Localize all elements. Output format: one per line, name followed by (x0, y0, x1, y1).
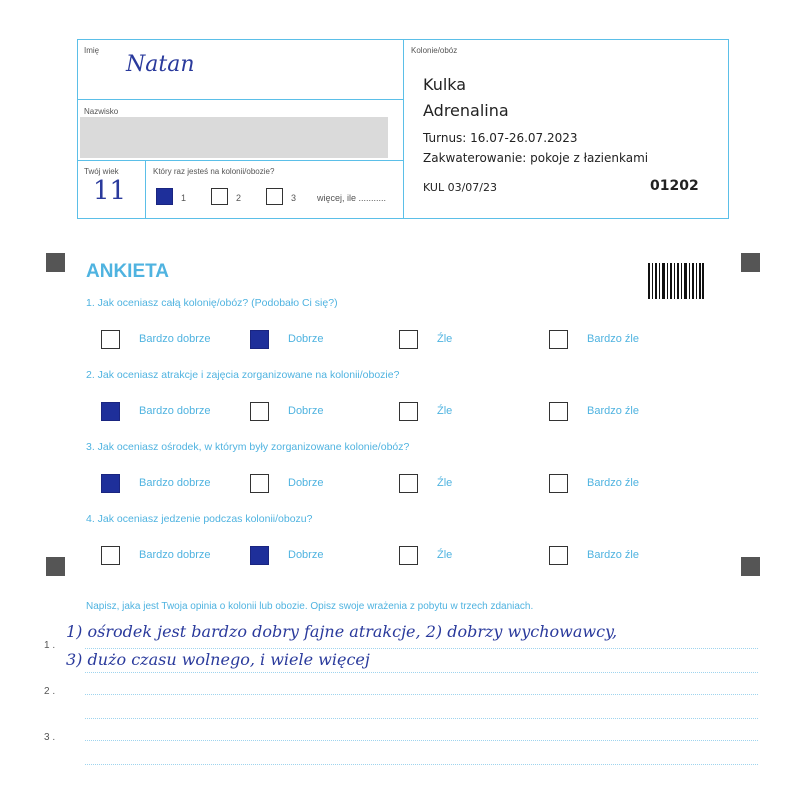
writing-line (85, 694, 758, 695)
q4-option-3-label: Źle (437, 549, 453, 561)
kolonie-label: Kolonie/obóz (411, 46, 458, 55)
writing-line (85, 764, 758, 765)
q2-option-1-label: Bardzo dobrze (139, 405, 211, 417)
writing-line (85, 718, 758, 719)
registration-marker (741, 253, 760, 272)
q4-option-2-label: Dobrze (288, 549, 324, 561)
times-label-2: 2 (236, 193, 242, 203)
wiek-value[interactable]: 11 (93, 176, 127, 206)
line-number-1: 1 . (44, 640, 56, 651)
q4-option-3-checkbox[interactable] (399, 546, 418, 565)
q3-option-1-checkbox[interactable] (101, 474, 120, 493)
camp-code: KUL 03/07/23 (423, 181, 497, 194)
question-2: 2. Jak oceniasz atrakcje i zajęcia zorganizowane na kolonii/obozie? (86, 369, 400, 381)
header-row-divider (77, 99, 403, 100)
q2-option-2-checkbox[interactable] (250, 402, 269, 421)
wiek-label: Twój wiek (84, 167, 119, 176)
redaction-block (80, 117, 388, 158)
q1-option-4-checkbox[interactable] (549, 330, 568, 349)
opinion-prompt: Napisz, jaka jest Twoja opinia o kolonii lub obozie. Opisz swoje wrażenia z pobytu w trzech zdaniach. (86, 601, 534, 612)
q4-option-4-checkbox[interactable] (549, 546, 568, 565)
writing-line (85, 740, 758, 741)
q2-option-2-label: Dobrze (288, 405, 324, 417)
times-label-1: 1 (181, 193, 187, 203)
registration-marker (741, 557, 760, 576)
line-number-3: 3 . (44, 732, 56, 743)
line-number-2: 2 . (44, 686, 56, 697)
q1-option-1-label: Bardzo dobrze (139, 333, 211, 345)
registration-marker (46, 557, 65, 576)
times-label-3: 3 (291, 193, 297, 203)
times-checkbox-1[interactable] (156, 188, 173, 205)
q3-option-4-label: Bardzo źle (587, 477, 639, 489)
handwritten-answer-line-2[interactable]: 3) dużo czasu wolnego, i wiele więcej (66, 650, 370, 669)
zakwaterowanie-text: Zakwaterowanie: pokoje z łazienkami (423, 151, 649, 165)
q2-option-3-label: Źle (437, 405, 453, 417)
wiecej-label: więcej, ile ........... (317, 193, 387, 203)
q1-option-3-checkbox[interactable] (399, 330, 418, 349)
header-divider (403, 39, 404, 219)
form-number: 01202 (650, 178, 699, 194)
registration-marker (46, 253, 65, 272)
q1-option-3-label: Źle (437, 333, 453, 345)
header-row-divider (77, 160, 403, 161)
turnus-text: Turnus: 16.07-26.07.2023 (423, 131, 578, 145)
q2-option-4-label: Bardzo źle (587, 405, 639, 417)
q4-option-1-checkbox[interactable] (101, 546, 120, 565)
barcode-icon (648, 263, 704, 299)
camp-name: Kulka (423, 75, 467, 94)
header-cell-divider (145, 160, 146, 219)
handwritten-answer-line-1[interactable]: 1) ośrodek jest bardzo dobry fajne atrakcje, 2) dobrzy wychowawcy, (66, 622, 618, 641)
q2-option-1-checkbox[interactable] (101, 402, 120, 421)
writing-line (85, 648, 758, 649)
q4-option-2-checkbox[interactable] (250, 546, 269, 565)
q4-option-4-label: Bardzo źle (587, 549, 639, 561)
writing-line (85, 672, 758, 673)
q4-option-1-label: Bardzo dobrze (139, 549, 211, 561)
nazwisko-label: Nazwisko (84, 107, 119, 116)
q3-option-4-checkbox[interactable] (549, 474, 568, 493)
q2-option-4-checkbox[interactable] (549, 402, 568, 421)
q2-option-3-checkbox[interactable] (399, 402, 418, 421)
times-checkbox-2[interactable] (211, 188, 228, 205)
imie-value[interactable]: Natan (126, 52, 195, 77)
question-4: 4. Jak oceniasz jedzenie podczas kolonii/obozu? (86, 513, 313, 525)
ktory-raz-label: Który raz jesteś na kolonii/obozie? (153, 167, 275, 176)
camp-subname: Adrenalina (423, 101, 509, 120)
q1-option-4-label: Bardzo źle (587, 333, 639, 345)
q1-option-2-checkbox[interactable] (250, 330, 269, 349)
question-3: 3. Jak oceniasz ośrodek, w którym były zorganizowane kolonie/obóz? (86, 441, 410, 453)
q1-option-2-label: Dobrze (288, 333, 324, 345)
times-checkbox-3[interactable] (266, 188, 283, 205)
q3-option-3-label: Źle (437, 477, 453, 489)
q3-option-2-checkbox[interactable] (250, 474, 269, 493)
q3-option-2-label: Dobrze (288, 477, 324, 489)
question-1: 1. Jak oceniasz całą kolonię/obóz? (Podobało Ci się?) (86, 297, 338, 309)
survey-title: ANKIETA (86, 261, 170, 282)
imie-label: Imię (84, 46, 100, 55)
q3-option-3-checkbox[interactable] (399, 474, 418, 493)
q3-option-1-label: Bardzo dobrze (139, 477, 211, 489)
q1-option-1-checkbox[interactable] (101, 330, 120, 349)
